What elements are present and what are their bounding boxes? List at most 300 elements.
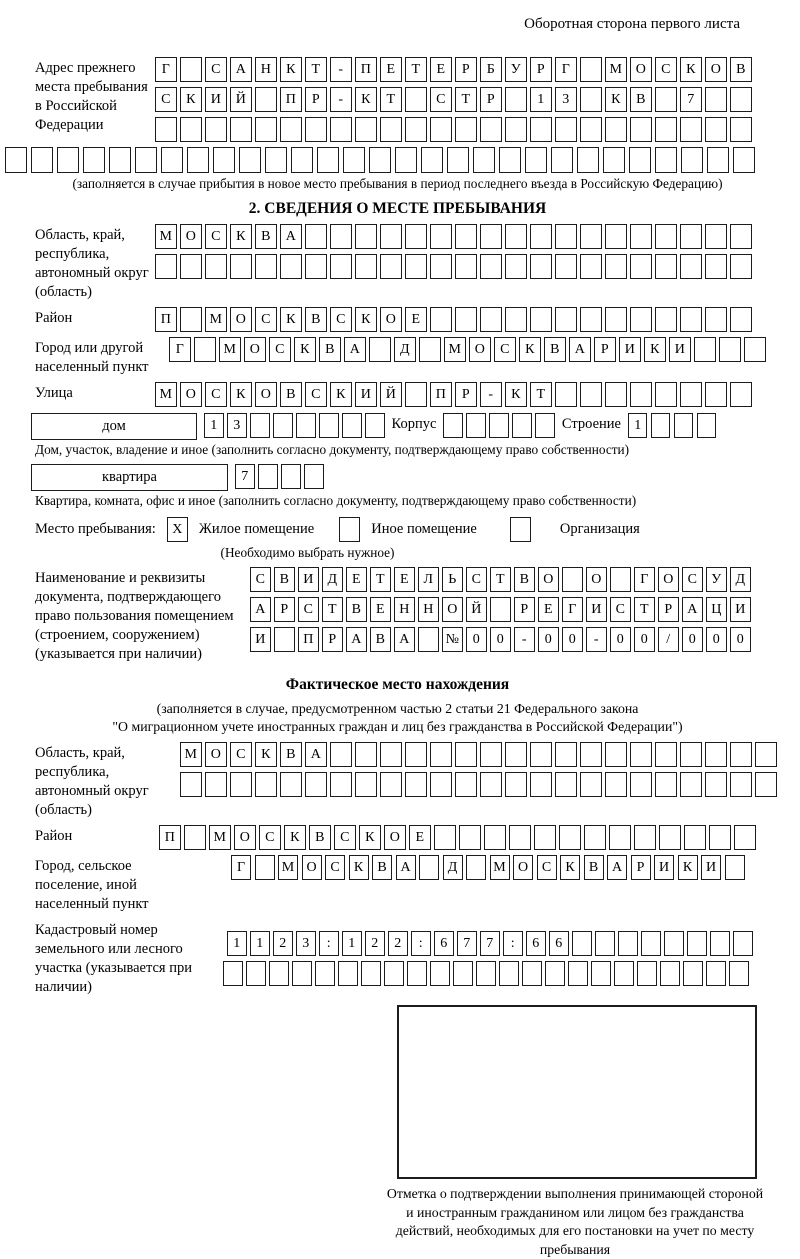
char-cell [405,87,427,112]
char-cell: П [298,627,319,652]
char-cell [545,961,565,986]
char-cell [630,254,652,279]
char-cell [705,772,727,797]
char-cell [499,961,519,986]
char-cell: Г [562,597,583,622]
char-cell: К [605,87,627,112]
char-cell [655,254,677,279]
char-cell: С [655,57,677,82]
char-cell [530,307,552,332]
street-label: Улица [35,385,73,401]
field-cadastral [35,919,760,997]
char-cell: 2 [365,931,385,956]
char-cell [246,961,266,986]
char-cell: 0 [562,627,583,652]
char-cell [630,772,652,797]
char-cell [555,382,577,407]
char-cell: О [180,224,202,249]
char-cell: 6 [434,931,454,956]
char-cell [725,855,745,880]
stay-type-note: (Необходимо выбрать нужное) [220,545,395,560]
char-cell: 7 [457,931,477,956]
char-cell: П [280,87,302,112]
char-cell: И [205,87,227,112]
char-cell [709,825,731,850]
char-cell: С [334,825,356,850]
char-cell: 7 [235,464,255,489]
char-cell [562,567,583,592]
prev-address-rows [155,57,752,142]
char-cell [305,117,327,142]
char-cell [680,254,702,279]
char-cell: Е [430,57,452,82]
char-cell [605,307,627,332]
char-cell: И [355,382,377,407]
char-cell [443,413,463,438]
char-cell [305,224,327,249]
char-cell [369,337,391,362]
char-cell [572,931,592,956]
field-actual-district [35,825,760,850]
char-cell [355,254,377,279]
char-cell [707,147,729,173]
char-cell: / [658,627,679,652]
cell-row [180,772,777,797]
char-cell: С [205,224,227,249]
char-cell: 2 [273,931,293,956]
char-cell [430,772,452,797]
char-cell [755,742,777,767]
char-cell [405,742,427,767]
char-cell: К [519,337,541,362]
char-cell [296,413,316,438]
char-cell [269,961,289,986]
char-cell [630,742,652,767]
char-cell: П [159,825,181,850]
char-cell [755,772,777,797]
stroenie-label: Строение [561,416,621,432]
prev-address-note: (заполняется в случае прибытия в новое место пребывания в период последнего въезда в Российскую Федерацию) [72,176,723,191]
char-cell: М [605,57,627,82]
cell-row-full-width [5,147,760,173]
char-cell [31,147,53,173]
char-cell: В [280,382,302,407]
char-cell: Р [658,597,679,622]
char-cell [380,254,402,279]
char-cell: М [180,742,202,767]
char-cell [453,961,473,986]
char-cell: К [505,382,527,407]
stay-type-label: Место пребывания: [35,521,156,537]
char-cell [605,772,627,797]
char-cell [480,772,502,797]
char-cell: М [490,855,510,880]
actual-district-label: Район [35,828,73,844]
actual-location-subtitle1: (заполняется в случае, предусмотренном частью 2 статьи 21 Федерального закона [156,701,639,716]
char-cell [680,117,702,142]
char-cell [355,224,377,249]
char-cell [641,931,661,956]
char-cell [280,772,302,797]
char-cell [384,961,404,986]
char-cell [680,772,702,797]
char-cell: А [344,337,366,362]
char-cell: А [607,855,627,880]
char-cell [505,742,527,767]
district-label: Район [35,310,73,326]
char-cell [281,464,301,489]
document-rows [250,567,751,652]
char-cell: 1 [250,931,270,956]
char-cell [705,224,727,249]
char-cell: 0 [466,627,487,652]
char-cell [660,961,680,986]
field-region [35,224,760,302]
char-cell [505,117,527,142]
document-label: Наименование и реквизиты документа, подтверждающего право пользования помещением (строением, сооружением) (указывается при наличии) [35,570,234,662]
char-cell: Р [455,382,477,407]
char-cell [187,147,209,173]
char-cell: Р [594,337,616,362]
cell-row [155,224,752,249]
cell-row [250,567,751,592]
char-cell [705,742,727,767]
char-cell: С [537,855,557,880]
char-cell [530,254,552,279]
char-cell [213,147,235,173]
char-cell [405,772,427,797]
field-actual-region [35,742,760,820]
char-cell [525,147,547,173]
char-cell [705,382,727,407]
char-cell: К [230,382,252,407]
cell-row [250,597,751,622]
char-cell [580,307,602,332]
char-cell: О [302,855,322,880]
char-cell: О [705,57,727,82]
cell-row [231,855,745,880]
char-cell: К [560,855,580,880]
char-cell: Е [380,57,402,82]
char-cell: У [505,57,527,82]
char-cell: О [205,742,227,767]
char-cell: О [630,57,652,82]
char-cell [630,307,652,332]
char-cell: К [355,307,377,332]
char-cell: М [444,337,466,362]
char-cell [315,961,335,986]
char-cell [419,337,441,362]
char-cell [681,147,703,173]
char-cell: В [630,87,652,112]
char-cell: № [442,627,463,652]
char-cell: М [205,307,227,332]
field-prev-address [35,57,760,142]
char-cell: 1 [628,413,648,438]
char-cell: К [294,337,316,362]
char-cell [343,147,365,173]
char-cell [484,825,506,850]
char-cell [605,742,627,767]
char-cell [730,117,752,142]
char-cell: 3 [227,413,247,438]
char-cell [473,147,495,173]
char-cell: И [250,627,271,652]
char-cell [603,147,625,173]
char-cell [697,413,717,438]
cell-row [159,825,756,850]
char-cell: О [255,382,277,407]
char-cell [480,307,502,332]
char-cell: С [466,567,487,592]
char-cell: 1 [530,87,552,112]
field-document [35,567,760,664]
cell-row [155,307,752,332]
char-cell [255,772,277,797]
char-cell [580,742,602,767]
char-cell: Т [634,597,655,622]
char-cell [5,147,27,173]
char-cell: К [678,855,698,880]
char-cell [418,627,439,652]
char-cell: О [586,567,607,592]
char-cell: Р [514,597,535,622]
char-cell: Е [370,597,391,622]
char-cell [618,931,638,956]
char-cell: Р [274,597,295,622]
cell-row [443,413,555,438]
char-cell: М [209,825,231,850]
char-cell [580,57,602,82]
cell-row [155,254,752,279]
char-cell: И [586,597,607,622]
char-cell [434,825,456,850]
char-cell: О [180,382,202,407]
char-cell [330,224,352,249]
char-cell [355,742,377,767]
korpus-label: Корпус [391,416,437,432]
char-cell [280,254,302,279]
char-cell [194,337,216,362]
char-cell [719,337,741,362]
char-cell [109,147,131,173]
cell-row [250,627,751,652]
char-cell: С [325,855,345,880]
char-cell [734,825,756,850]
char-cell: Т [370,567,391,592]
char-cell: Н [394,597,415,622]
char-cell: С [494,337,516,362]
char-cell [255,254,277,279]
char-cell [584,825,606,850]
actual-location-title: Фактическое место нахождения [285,676,510,693]
cell-row [155,57,752,82]
char-cell: В [319,337,341,362]
cell-row [155,382,752,407]
char-cell: О [513,855,533,880]
char-cell: С [205,57,227,82]
char-cell: С [205,382,227,407]
char-cell: В [544,337,566,362]
char-cell [610,567,631,592]
char-cell [555,772,577,797]
city-label: Город или другой населенный пункт [35,340,149,375]
char-cell: Р [322,627,343,652]
char-cell: О [234,825,256,850]
char-cell [744,337,766,362]
char-cell [664,931,684,956]
char-cell [258,464,278,489]
char-cell: Н [255,57,277,82]
char-cell [330,254,352,279]
char-cell [605,117,627,142]
char-cell [655,382,677,407]
char-cell: 0 [682,627,703,652]
char-cell: О [658,567,679,592]
stamp-area [386,1005,764,1259]
char-cell [380,224,402,249]
char-cell [317,147,339,173]
cadastral-rows [195,931,753,986]
char-cell [730,254,752,279]
char-cell: У [706,567,727,592]
char-cell [674,413,694,438]
char-cell [380,772,402,797]
char-cell: В [514,567,535,592]
char-cell [230,254,252,279]
char-cell: В [274,567,295,592]
char-cell [655,147,677,173]
char-cell [530,742,552,767]
char-cell: - [330,87,352,112]
char-cell [730,87,752,112]
page-header: Оборотная сторона первого листа [524,16,740,32]
char-cell: - [586,627,607,652]
char-cell [629,147,651,173]
char-cell: Р [530,57,552,82]
stamp-caption: Отметка о подтверждении выполнения принимающей стороной и иностранным гражданином или лицом без гражданства действий, необходимых для его постановки на учет по месту пребывания [386,1186,764,1257]
char-cell: И [654,855,674,880]
char-cell [505,772,527,797]
char-cell: О [244,337,266,362]
char-cell: И [619,337,641,362]
char-cell [659,825,681,850]
char-cell: Д [730,567,751,592]
char-cell: Й [380,382,402,407]
field-city [35,337,760,377]
char-cell [680,224,702,249]
option-residential-label: Жилое помещение [198,521,315,537]
char-cell [369,147,391,173]
apartment-box: квартира [31,464,228,491]
char-cell [455,117,477,142]
char-cell [230,117,252,142]
char-cell: М [278,855,298,880]
char-cell [595,931,615,956]
apartment-caption: Квартира, комната, офис и иное (заполнить согласно документу, подтверждающему право собственности) [35,493,637,508]
char-cell [274,627,295,652]
char-cell: А [280,224,302,249]
char-cell: 1 [227,931,247,956]
char-cell: Е [394,567,415,592]
char-cell [250,413,270,438]
char-cell [455,307,477,332]
char-cell: П [430,382,452,407]
char-cell [687,931,707,956]
char-cell [355,117,377,142]
char-cell [405,254,427,279]
char-cell: А [230,57,252,82]
char-cell [730,307,752,332]
char-cell: Р [480,87,502,112]
char-cell: Д [443,855,463,880]
checkbox-other-premises [339,517,360,542]
option-organization-label: Организация [559,521,640,537]
char-cell [455,254,477,279]
char-cell: Т [530,382,552,407]
char-cell [155,254,177,279]
char-cell [447,147,469,173]
char-cell [273,413,293,438]
char-cell [706,961,726,986]
char-cell: 0 [538,627,559,652]
cell-row [169,337,766,362]
region-rows [155,224,752,279]
prev-address-label: Адрес прежнего места пребывания в Российской Федерации [35,60,148,133]
char-cell [655,117,677,142]
char-cell: К [284,825,306,850]
char-cell [605,254,627,279]
char-cell [555,742,577,767]
field-actual-city [35,855,760,914]
cell-row [155,87,752,112]
char-cell: Й [466,597,487,622]
char-cell: А [346,627,367,652]
char-cell [255,855,275,880]
actual-region-label: Область, край, республика, автономный округ (область) [35,745,149,818]
char-cell [430,254,452,279]
char-cell [637,961,657,986]
char-cell [509,825,531,850]
actual-city-label: Город, сельское поселение, иной населенный пункт [35,858,149,912]
char-cell [466,413,486,438]
char-cell [634,825,656,850]
char-cell: 0 [634,627,655,652]
char-cell: Т [380,87,402,112]
char-cell [480,254,502,279]
char-cell [330,772,352,797]
char-cell: В [255,224,277,249]
char-cell [305,772,327,797]
field-street [35,382,760,407]
char-cell: С [305,382,327,407]
char-cell [135,147,157,173]
char-cell [655,224,677,249]
char-cell [555,224,577,249]
char-cell [330,117,352,142]
char-cell: М [155,224,177,249]
char-cell: 6 [549,931,569,956]
char-cell [205,772,227,797]
char-cell: В [730,57,752,82]
char-cell [466,855,486,880]
cell-row [227,931,753,956]
char-cell: Т [455,87,477,112]
char-cell: К [180,87,202,112]
char-cell [180,772,202,797]
char-cell: К [255,742,277,767]
char-cell [655,772,677,797]
